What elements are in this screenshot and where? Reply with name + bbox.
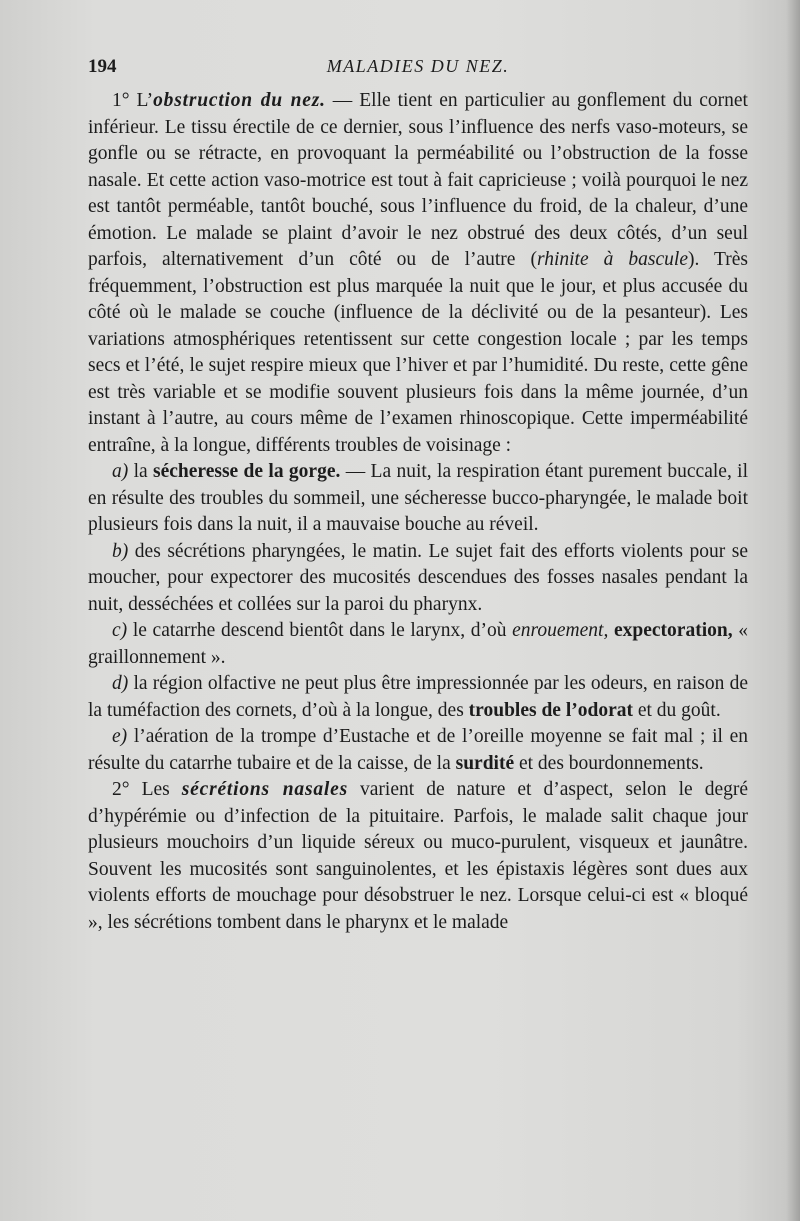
paragraph-text: le catarrhe descend bientôt dans le larynx, d’où: [127, 620, 513, 641]
item-letter: d): [112, 673, 129, 694]
paragraph-b: [88, 539, 748, 619]
paragraph-secretions: [88, 777, 748, 936]
paragraph-obstruction: [88, 88, 748, 459]
paragraph-c: [88, 618, 748, 671]
paragraph-text: — Elle tient en particulier au gonflement du cornet inférieur. Le tissu érectile de ce dernier, sous l’influence des nerfs vaso-moteurs, se gonfle ou se rétracte, en provoquant la perméabilité ou l’obstruction de la fosse nasale. Et cette action vaso-motrice est tout à fait capricieuse ; voilà pourquoi le nez est tantôt perméable, tantôt bouché, sous l’influence du froid, de la chaleur, d’une émotion. Le malade se plaint d’avoir le nez obstrué des deux côtés, d’un seul parfois, alternativement d’un côté ou de l’autre (: [88, 90, 748, 270]
paragraph-text: et des bourdonnements.: [514, 752, 704, 774]
running-title: MALADIES DU NEZ.: [326, 56, 510, 76]
page-header: [88, 56, 748, 86]
paragraph-a: [88, 459, 748, 539]
bold-term: expectoration,: [614, 620, 733, 641]
item-letter: b): [112, 540, 129, 562]
item-letter: a): [112, 461, 129, 482]
page-number: 194: [88, 56, 117, 77]
paragraph-d: [88, 671, 748, 724]
italic-term: rhinite à bascule: [536, 249, 688, 270]
bold-term: surdité: [455, 752, 515, 774]
paragraph-text: varient de nature et d’aspect, selon le degré d’hypérémie ou d’infection de la pituitaire. Parfois, le malade salit chaque jour plusieurs mouchoirs d’un liquide séreux ou muco-purulent, visqueux et jaunâtre. Souvent les mucosités sont sanguinolentes, et les épistaxis légères sont dues aux violents efforts de mouchage pour désobstruer le nez. Lorsque celui-ci est « bloqué », les sécrétions tombent dans le pharynx et le malade: [88, 779, 749, 933]
bold-term: troubles de l’odorat: [468, 699, 633, 721]
section-heading: obstruction du nez.: [153, 90, 326, 111]
item-letter: e): [112, 726, 128, 747]
italic-term: enrouement,: [512, 620, 609, 641]
paragraph-text: « graillonnement ».: [88, 620, 748, 668]
paragraph-text: la: [128, 461, 154, 482]
paragraph-text: ). Très fréquemment, l’obstruction est plus marquée la nuit que le jour, et plus accusée du côté où le malade se couche (influence de la déclivité ou de la pesanteur). Les variations atmosphériques retentissent sur cette congestion locale ; par les temps secs et l’été, le sujet respire mieux que l’hiver et par l’humidité. Du reste, cette gêne est très variable et se modifie souvent plusieurs fois dans la même journée, d’un instant à l’autre, au cours même de l’examen rhinoscopique. Cette imperméabilité entraîne, à la longue, différents troubles de voisinage :: [88, 249, 748, 456]
body-text: [88, 88, 748, 936]
page-gutter-shadow: [786, 0, 800, 1221]
item-number: 1° L’: [112, 90, 154, 111]
paragraph-text: — La nuit, la respiration étant purement buccale, il en résulte des troubles du sommeil, une sécheresse bucco-pharyngée, le malade boit plusieurs fois dans la nuit, il a mauvaise bouche au réveil.: [88, 461, 748, 535]
paragraph-text: des sécrétions pharyngées, le matin. Le sujet fait des efforts violents pour se moucher, pour expectorer des mucosités descendues des fosses nasales pendant la nuit, desséchées et collées sur la paroi du pharynx.: [88, 540, 748, 615]
section-heading: sécrétions nasales: [181, 779, 348, 800]
bold-term: sécheresse de la gorge.: [153, 461, 341, 482]
paragraph-text: et du goût.: [632, 699, 721, 721]
paragraph-text: la région olfactive ne peut plus être impressionnée par les odeurs, en raison de la tuméfaction des cornets, d’où à la longue, des: [88, 673, 748, 721]
paragraph-e: [88, 724, 748, 777]
paragraph-text: l’aération de la trompe d’Eustache et de l’oreille moyenne se fait mal ; il en résulte du catarrhe tubaire et de la caisse, de la: [88, 726, 748, 774]
item-letter: c): [112, 620, 128, 641]
item-number: 2° Les: [112, 779, 182, 800]
